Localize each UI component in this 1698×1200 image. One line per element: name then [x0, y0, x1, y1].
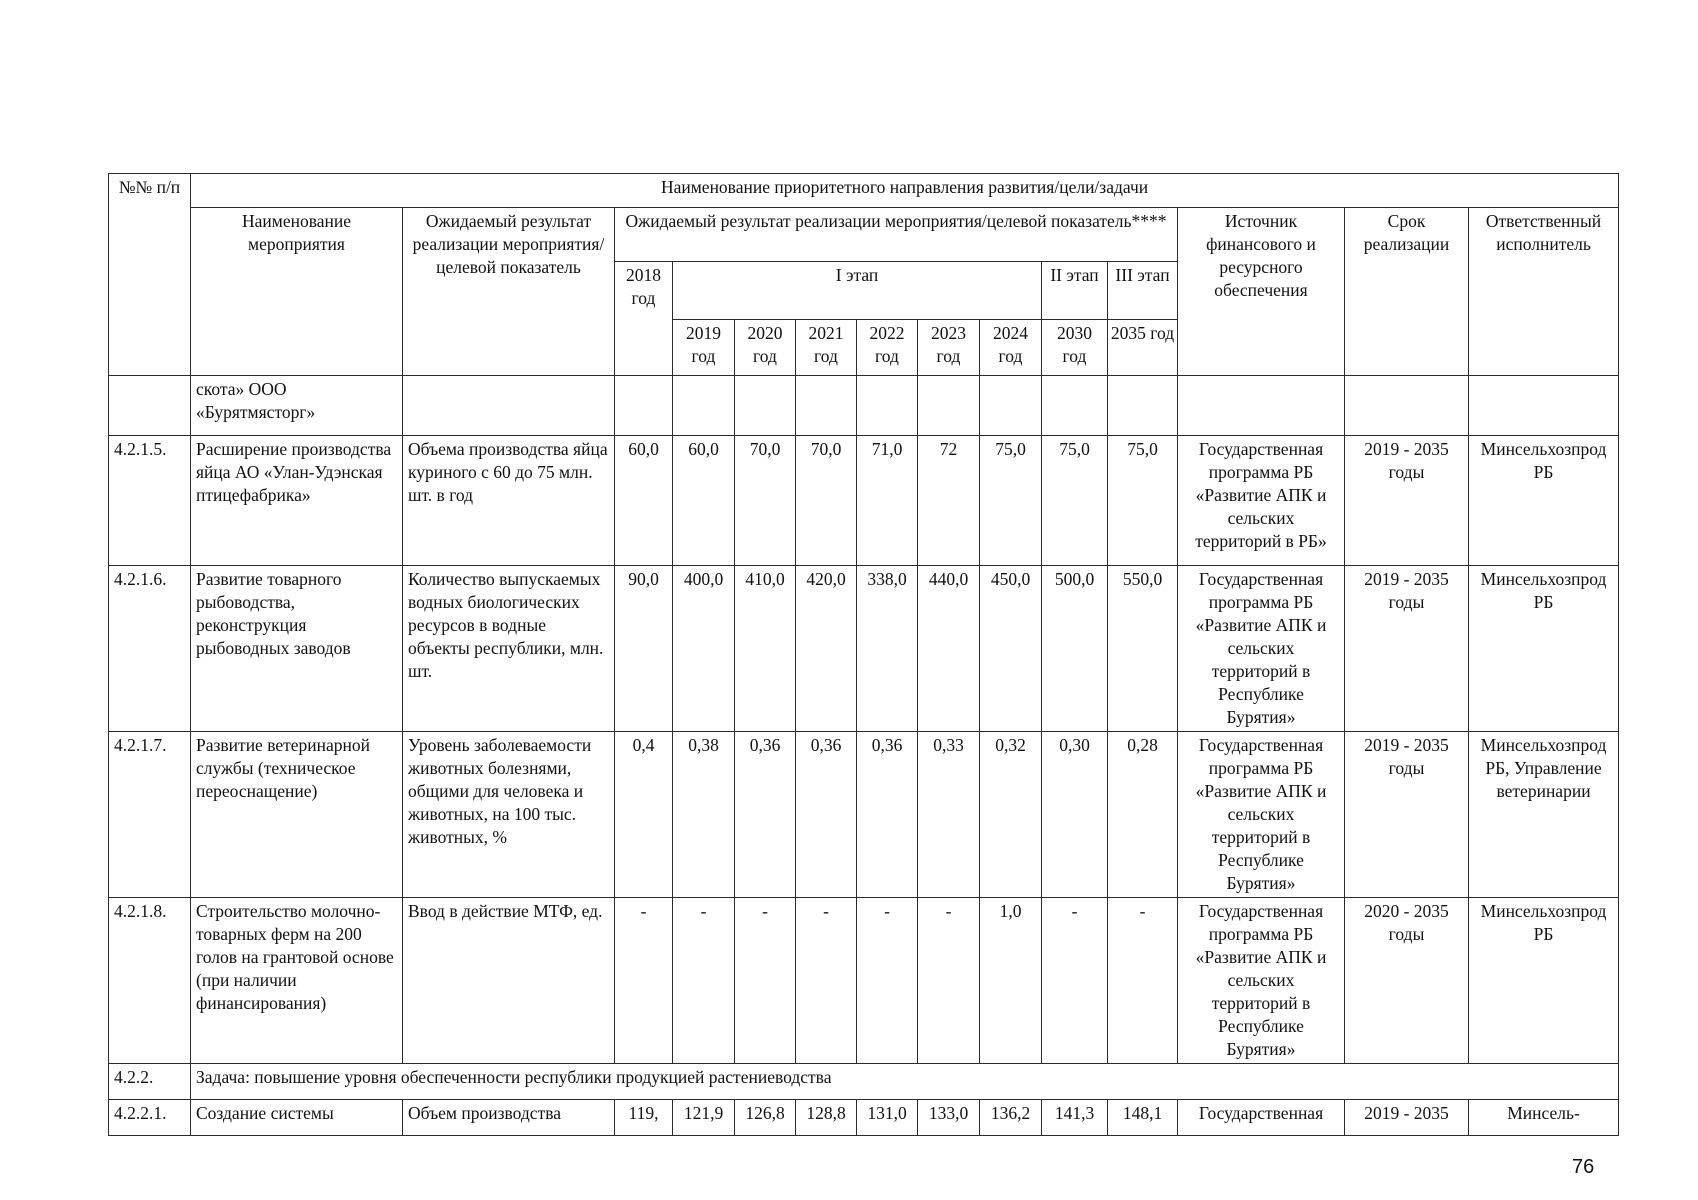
value-cell [918, 376, 980, 436]
value-cell: 440,0 [918, 566, 980, 732]
value-cell: 410,0 [735, 566, 796, 732]
value-cell: 0,32 [980, 732, 1042, 898]
funding-source: Государственная программа РБ «Развитие АПК и сельских территорий в Республике Бурятия» [1178, 566, 1345, 732]
value-cell [857, 376, 918, 436]
value-cell [1042, 376, 1108, 436]
header-year-cell: 2019 год [673, 320, 735, 376]
header-stage-1: I этап [673, 262, 1042, 320]
value-cell: 148,1 [1108, 1100, 1178, 1136]
table-row [109, 376, 1619, 436]
header-direction: Наименование приоритетного направления развития/цели/задачи [191, 174, 1619, 208]
table-row [109, 898, 1619, 1064]
value-cell [980, 376, 1042, 436]
funding-source [1178, 376, 1345, 436]
value-cell: 70,0 [796, 436, 857, 566]
header-year-cell: 2030 год [1042, 320, 1108, 376]
event-name: скота» ООО «Бурятмясторг» [191, 376, 403, 436]
term: 2020 - 2035 годы [1345, 898, 1469, 1064]
value-cell: - [1042, 898, 1108, 1064]
measures-table [108, 173, 1619, 1136]
event-name: Строительство молочно-товарных ферм на 200 голов на грантовой основе (при наличии финансирования) [191, 898, 403, 1064]
value-cell: 420,0 [796, 566, 857, 732]
value-cell: - [918, 898, 980, 1064]
header-expected-values: Ожидаемый результат реализации мероприятия/целевой показатель**** [615, 208, 1178, 262]
event-name: Создание системы [191, 1100, 403, 1136]
value-cell: 121,9 [673, 1100, 735, 1136]
row-number [109, 376, 191, 436]
value-cell: 0,30 [1042, 732, 1108, 898]
value-cell: 72 [918, 436, 980, 566]
table-row [109, 1100, 1619, 1136]
expected-result: Объема производства яйца куриного с 60 до 75 млн. шт. в год [403, 436, 615, 566]
header-stage-2: II этап [1042, 262, 1108, 320]
value-cell: - [1108, 898, 1178, 1064]
responsible [1469, 376, 1619, 436]
header-term: Срок реализации [1345, 208, 1469, 376]
value-cell: 133,0 [918, 1100, 980, 1136]
expected-result: Ввод в действие МТФ, ед. [403, 898, 615, 1064]
term: 2019 - 2035 годы [1345, 436, 1469, 566]
value-cell: 131,0 [857, 1100, 918, 1136]
term: 2019 - 2035 годы [1345, 566, 1469, 732]
expected-result: Количество выпускаемых водных биологических ресурсов в водные объекты республики, млн. шт. [403, 566, 615, 732]
value-cell: - [673, 898, 735, 1064]
row-number: 4.2.1.7. [109, 732, 191, 898]
header-year-cell: 2023 год [918, 320, 980, 376]
table-row [109, 732, 1619, 898]
value-cell: 60,0 [673, 436, 735, 566]
event-name: Расширение производства яйца АО «Улан-Удэнская птицефабрика» [191, 436, 403, 566]
header-year-cell: 2035 год [1108, 320, 1178, 376]
responsible: Минсельхозпрод РБ [1469, 436, 1619, 566]
responsible: Минсель- [1469, 1100, 1619, 1136]
value-cell: 141,3 [1042, 1100, 1108, 1136]
header-source: Источник финансового и ресурсного обеспечения [1178, 208, 1345, 376]
term: 2019 - 2035 годы [1345, 732, 1469, 898]
funding-source: Государственная программа РБ «Развитие АПК и сельских территорий в Республике Бурятия» [1178, 898, 1345, 1064]
event-name: Развитие ветеринарной службы (техническое переоснащение) [191, 732, 403, 898]
header-expected-result: Ожидаемый результат реализации мероприятия/целевой показатель [403, 208, 615, 376]
value-cell: 0,36 [735, 732, 796, 898]
value-cell: 128,8 [796, 1100, 857, 1136]
value-cell: 119, [615, 1100, 673, 1136]
value-cell [673, 376, 735, 436]
task-row [109, 1064, 1619, 1100]
page-number: 76 [1572, 1156, 1595, 1178]
value-cell: 0,28 [1108, 732, 1178, 898]
term: 2019 - 2035 [1345, 1100, 1469, 1136]
value-cell: 70,0 [735, 436, 796, 566]
expected-result: Объем производства [403, 1100, 615, 1136]
header-stage-3: III этап [1108, 262, 1178, 320]
funding-source: Государственная программа РБ «Развитие АПК и сельских территорий в РБ» [1178, 436, 1345, 566]
header-year-cell: 2022 год [857, 320, 918, 376]
value-cell: 126,8 [735, 1100, 796, 1136]
row-number: 4.2.2. [109, 1064, 191, 1100]
row-number: 4.2.2.1. [109, 1100, 191, 1136]
funding-source: Государственная программа РБ «Развитие АПК и сельских территорий в Республике Бурятия» [1178, 732, 1345, 898]
header-year-cell: 2024 год [980, 320, 1042, 376]
value-cell: 0,36 [796, 732, 857, 898]
value-cell: - [857, 898, 918, 1064]
responsible: Минсельхозпрод РБ, Управление ветеринарии [1469, 732, 1619, 898]
row-number: 4.2.1.6. [109, 566, 191, 732]
header-year-cell: 2020 год [735, 320, 796, 376]
value-cell: 450,0 [980, 566, 1042, 732]
value-cell [615, 376, 673, 436]
value-cell: 1,0 [980, 898, 1042, 1064]
header-no: №№ п/п [109, 174, 191, 376]
value-cell: 75,0 [1042, 436, 1108, 566]
expected-result [403, 376, 615, 436]
header-responsible: Ответственный исполнитель [1469, 208, 1619, 376]
value-cell: 0,33 [918, 732, 980, 898]
funding-source: Государственная [1178, 1100, 1345, 1136]
row-number: 4.2.1.8. [109, 898, 191, 1064]
value-cell: 400,0 [673, 566, 735, 732]
header-year-2018: 2018 год [615, 262, 673, 376]
value-cell: - [796, 898, 857, 1064]
value-cell: 60,0 [615, 436, 673, 566]
value-cell [735, 376, 796, 436]
value-cell: 0,38 [673, 732, 735, 898]
value-cell: 75,0 [1108, 436, 1178, 566]
value-cell: 550,0 [1108, 566, 1178, 732]
value-cell: 75,0 [980, 436, 1042, 566]
value-cell: - [615, 898, 673, 1064]
expected-result: Уровень заболеваемости животных болезнями, общими для человека и животных, на 100 тыс. животных, % [403, 732, 615, 898]
header-year-cell: 2021 год [796, 320, 857, 376]
row-number: 4.2.1.5. [109, 436, 191, 566]
responsible: Минсельхозпрод РБ [1469, 898, 1619, 1064]
value-cell: 90,0 [615, 566, 673, 732]
value-cell: 0,4 [615, 732, 673, 898]
value-cell: 136,2 [980, 1100, 1042, 1136]
value-cell: 0,36 [857, 732, 918, 898]
value-cell [1108, 376, 1178, 436]
header-event-name: Наименование мероприятия [191, 208, 403, 376]
event-name: Развитие товарного рыбоводства, реконструкция рыбоводных заводов [191, 566, 403, 732]
term [1345, 376, 1469, 436]
value-cell: 71,0 [857, 436, 918, 566]
table-row [109, 566, 1619, 732]
task-text: Задача: повышение уровня обеспеченности республики продукцией растениеводства [191, 1064, 1619, 1100]
value-cell: 500,0 [1042, 566, 1108, 732]
value-cell [796, 376, 857, 436]
value-cell: - [735, 898, 796, 1064]
value-cell: 338,0 [857, 566, 918, 732]
responsible: Минсельхозпрод РБ [1469, 566, 1619, 732]
table-row [109, 436, 1619, 566]
